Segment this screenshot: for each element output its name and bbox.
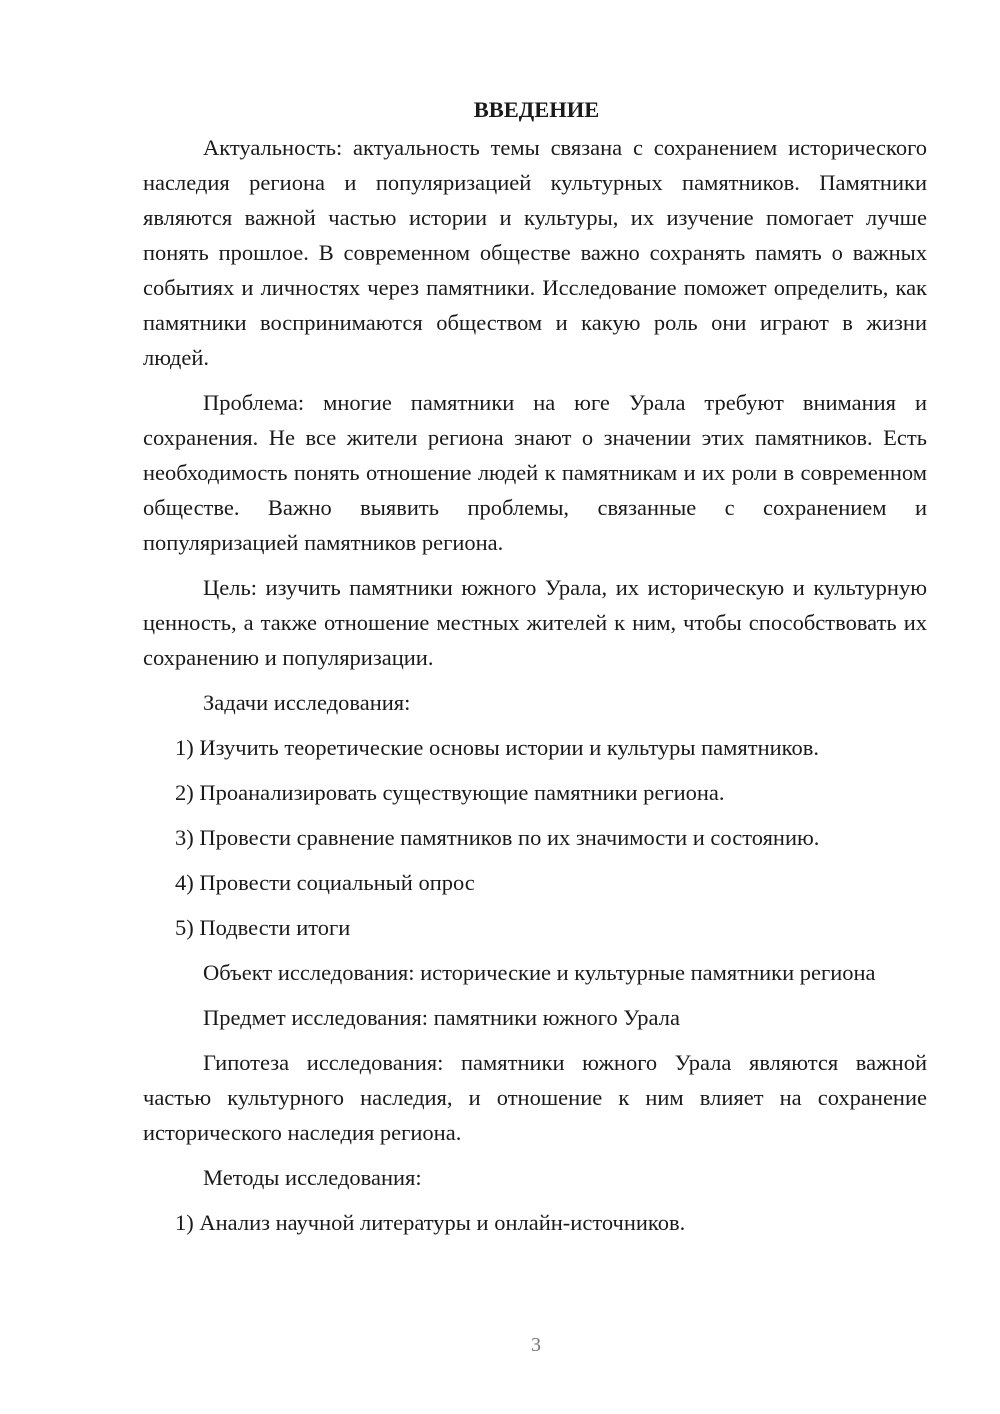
- problem-paragraph: Проблема: многие памятники на юге Урала требуют внимания и сохранения. Не все жители региона знают о значении этих памятников. Есть необходимость понять отношение людей к памятникам и их роли в современном обществе. Важно выявить проблемы, связанные с сохранением и популяризацией памятников региона.: [143, 390, 927, 555]
- task-item: 4) Провести социальный опрос: [175, 870, 475, 895]
- method-item: 1) Анализ научной литературы и онлайн-источников.: [175, 1210, 686, 1235]
- relevance-paragraph: Актуальность: актуальность темы связана с сохранением исторического наследия региона и популяризацией культурных памятников. Памятники являются важной частью истории и культуры, их изучение помогает лучше понять прошлое. В современном обществе важно сохранять память о важных событиях и личностях через памятники. Исследование поможет определить, как памятники воспринимаются обществом и какую роль они играют в жизни людей.: [143, 135, 927, 370]
- page-content: [143, 92, 927, 1250]
- task-item: 1) Изучить теоретические основы истории и культуры памятников.: [175, 735, 819, 760]
- methods-heading: Методы исследования:: [203, 1165, 422, 1190]
- subject-paragraph: Предмет исследования: памятники южного Урала: [203, 1005, 680, 1030]
- page-number: 3: [531, 1334, 541, 1356]
- object-paragraph: Объект исследования: исторические и культурные памятники региона: [203, 960, 876, 985]
- goal-paragraph: Цель: изучить памятники южного Урала, их историческую и культурную ценность, а также отношение местных жителей к ним, чтобы способствовать их сохранению и популяризации.: [143, 575, 927, 670]
- section-title: ВВЕДЕНИЕ: [473, 97, 600, 122]
- task-item: 2) Проанализировать существующие памятники региона.: [175, 780, 725, 805]
- task-item: 5) Подвести итоги: [175, 915, 351, 940]
- tasks-heading: Задачи исследования:: [203, 690, 411, 715]
- hypothesis-paragraph: Гипотеза исследования: памятники южного Урала являются важной частью культурного наследия, и отношение к ним влияет на сохранение исторического наследия региона.: [143, 1050, 927, 1145]
- task-item: 3) Провести сравнение памятников по их значимости и состоянию.: [175, 825, 820, 850]
